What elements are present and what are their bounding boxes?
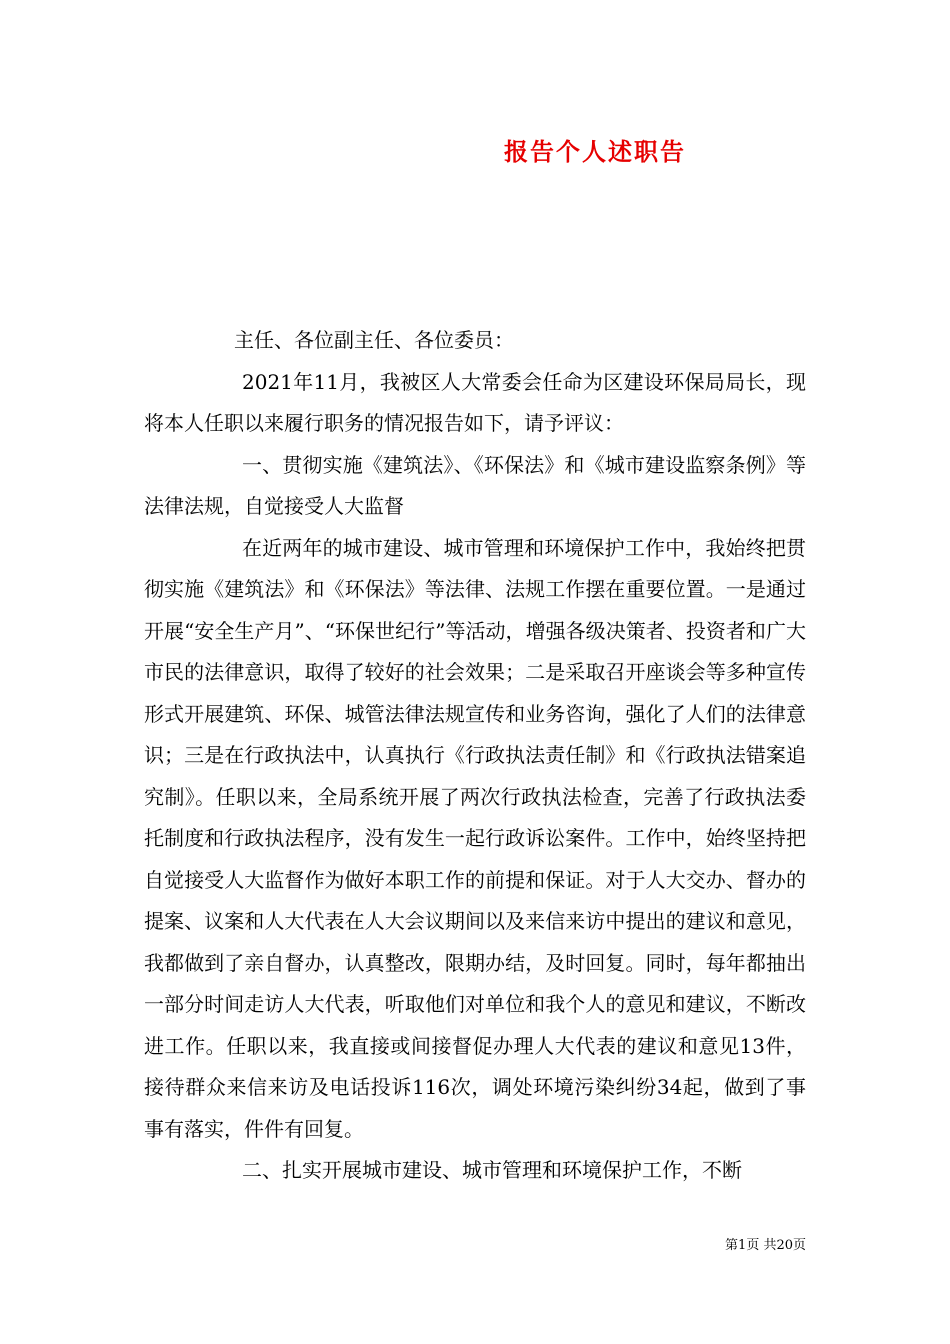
salutation: 主任、各位副主任、各位委员： xyxy=(234,328,514,352)
section-heading-2: 二、扎实开展城市建设、城市管理和环境保护工作，不断 xyxy=(242,1158,742,1182)
paragraph-intro: 2021年11月，我被区人大常委会任命为区建设环保局局长，现将本人任职以来履行职务的情况报告如下，请予评议： xyxy=(144,369,806,435)
paragraph-section-1: 在近两年的城市建设、城市管理和环境保护工作中，我始终把贯彻实施《建筑法》和《环保法》等法律、法规工作摆在重要位置。一是通过开展“安全生产月”、“环保世纪行”等活动，增强各级决策者、投资者和广大市民的法律意识，取得了较好的社会效果；二是采取召开座谈会等多种宣传形式开展建筑、环保、城管法律法规宣传和业务咨询，强化了人们的法律意识；三是在行政执法中，认真执行《行政执法责任制》和《行政执法错案追究制》。任职以来，全局系统开展了两次行政执法检查，完善了行政执法委托制度和行政执法程序，没有发生一起行政诉讼案件。工作中，始终坚持把自觉接受人大监督作为做好本职工作的前提和保证。对于人大交办、督办的提案、议案和人大代表在人大会议期间以及来信来访中提出的建议和意见，我都做到了亲自督办，认真整改，限期办结，及时回复。同时，每年都抽出一部分时间走访人大代表，听取他们对单位和我个人的意见和建议，不断改进工作。任职以来，我直接或间接督促办理人大代表的建议和意见13件，接待群众来信来访及电话投诉116次，调处环境污染纠纷34起，做到了事事有落实，件件有回复。 xyxy=(144,535,806,1141)
document-body xyxy=(144,320,806,1192)
document-title: 报告个人述职告 xyxy=(504,137,686,166)
page-number: 第1页 共20页 xyxy=(725,1238,806,1253)
section-heading-1: 一、贯彻实施《建筑法》、《环保法》和《城市建设监察条例》等法律法规，自觉接受人大监督 xyxy=(144,452,806,518)
